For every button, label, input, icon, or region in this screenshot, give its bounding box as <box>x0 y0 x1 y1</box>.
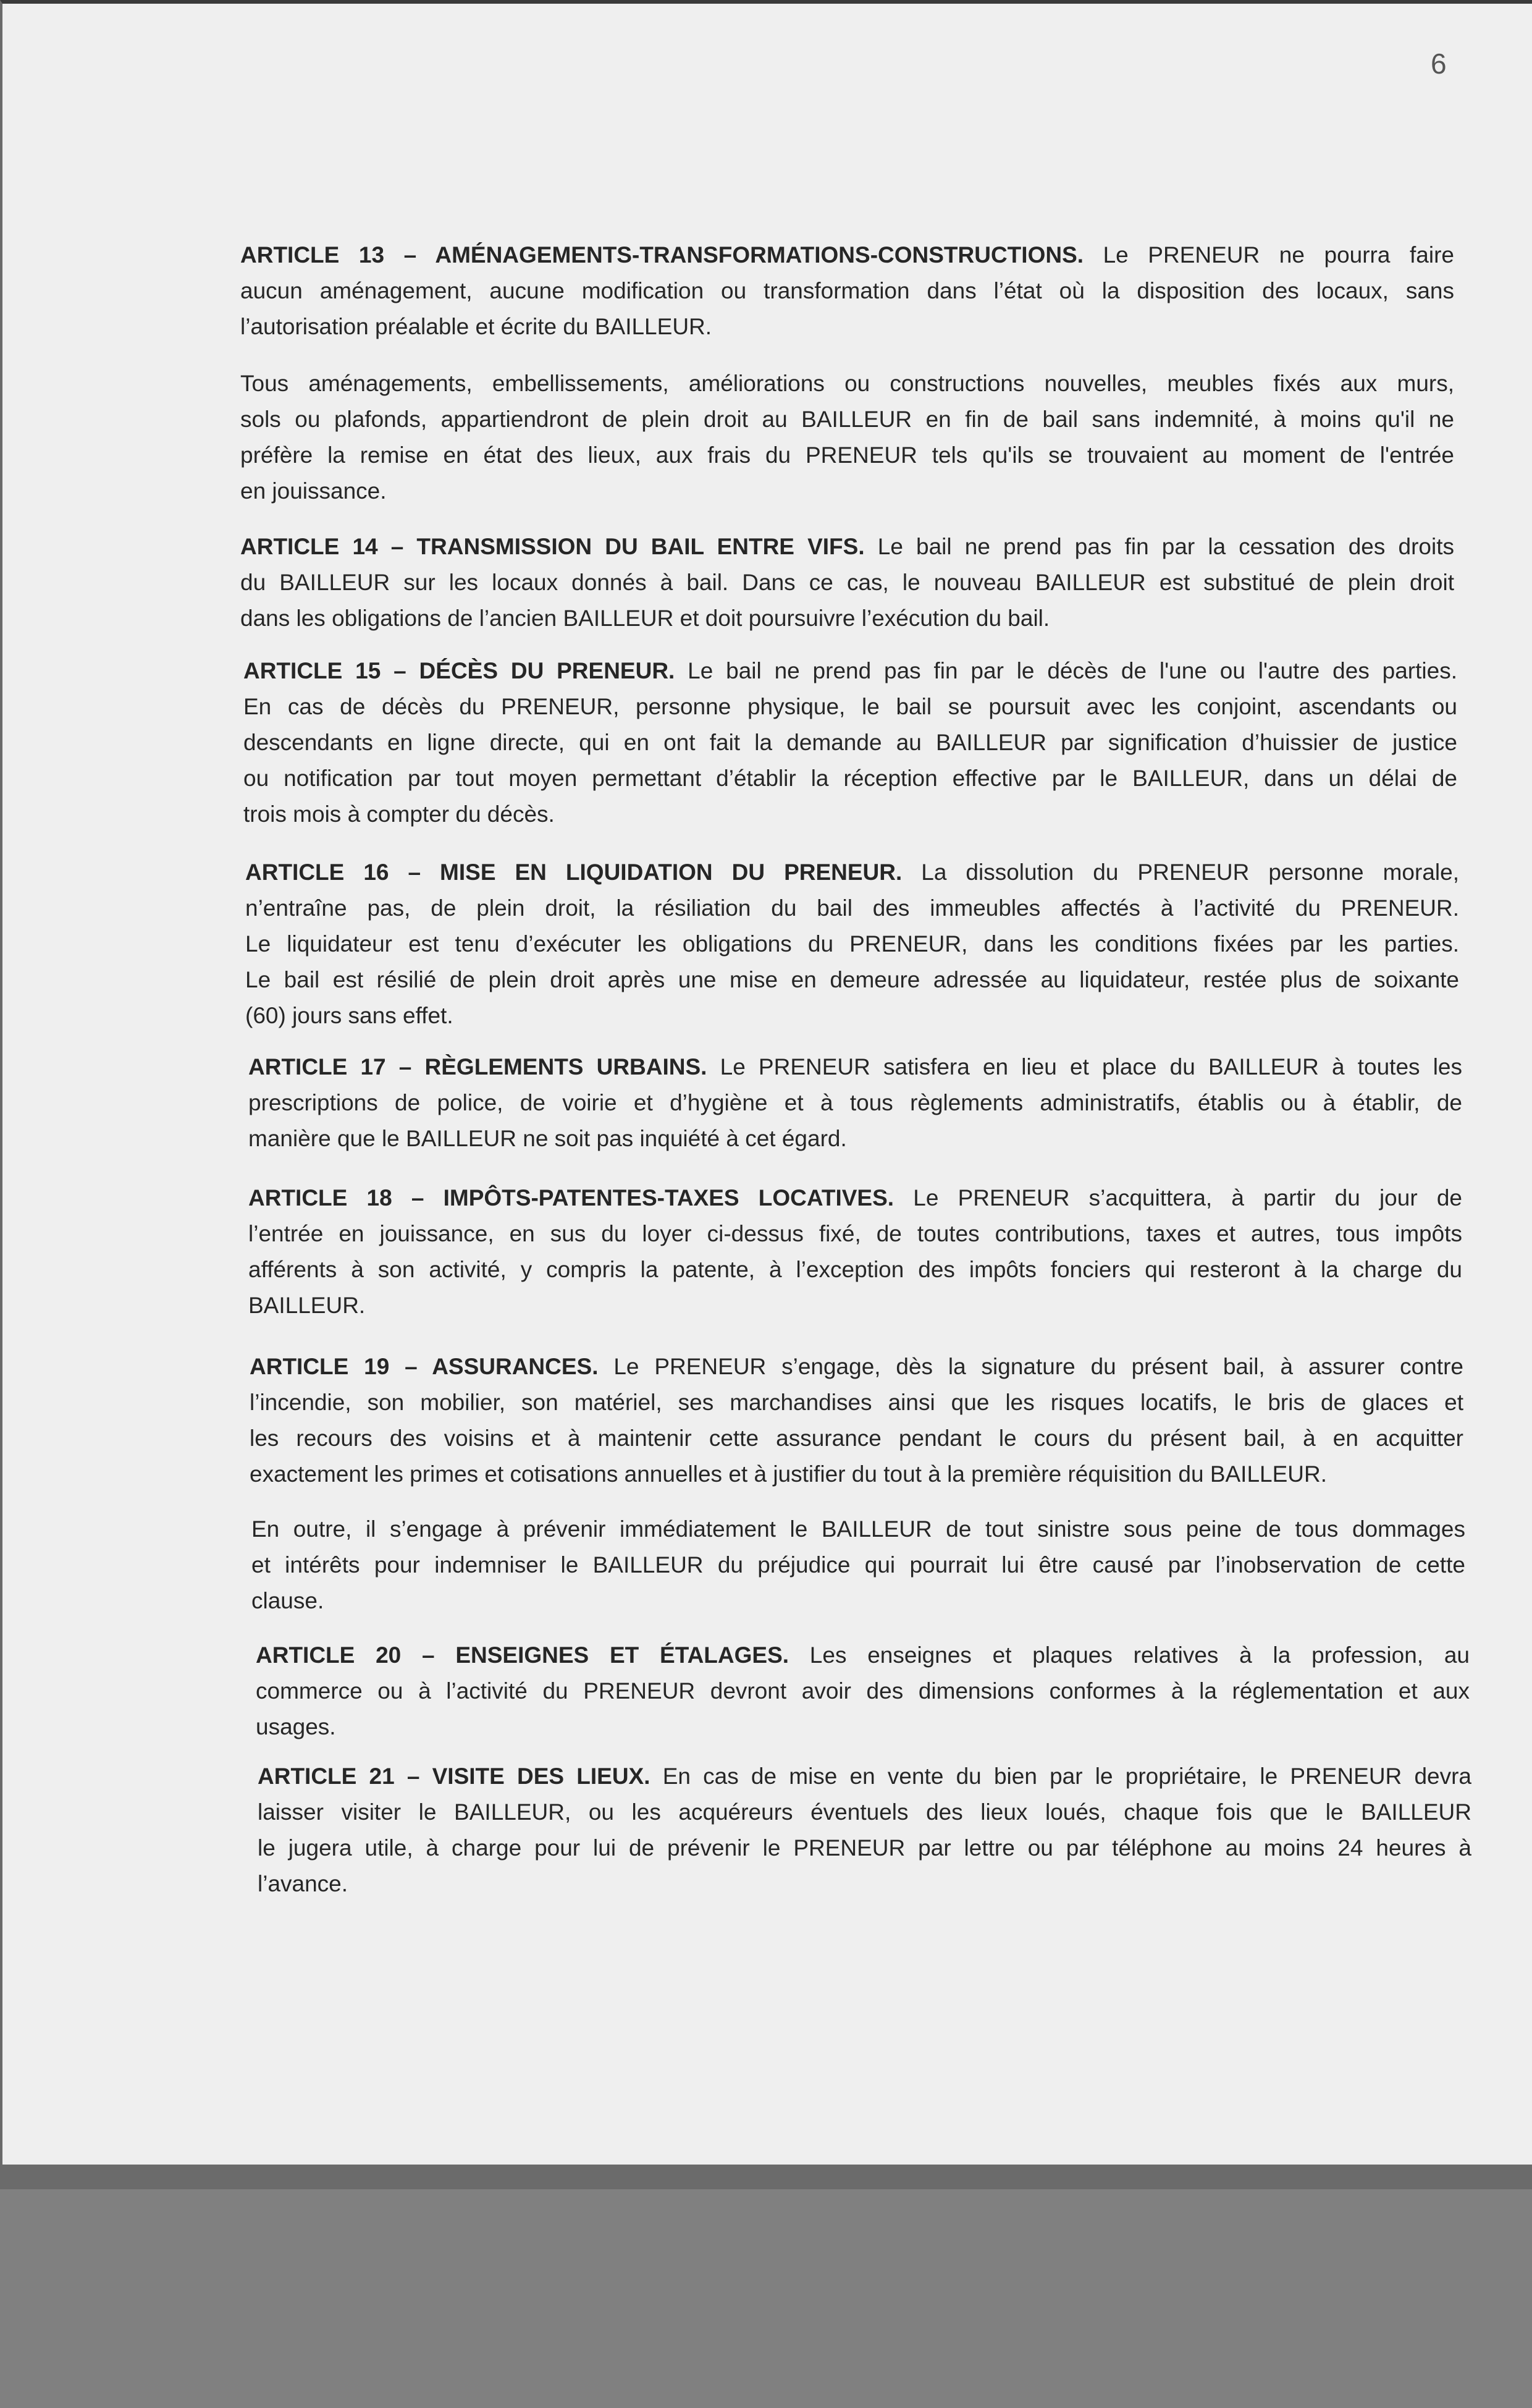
text-line <box>251 1547 1465 1583</box>
article-text: et intérêts pour indemniser le BAILLEUR du préjudice qui pourrait lui être causé par l’inobservation de cette <box>251 1552 1465 1578</box>
text-line <box>258 1830 1471 1866</box>
text-line <box>243 653 1457 689</box>
article-text: Tous aménagements, embellissements, améliorations ou constructions nouvelles, meubles fixés aux murs, <box>240 371 1454 396</box>
scan-edge <box>0 2165 1532 2189</box>
article-heading: ARTICLE 20 – ENSEIGNES ET ÉTALAGES. <box>256 1642 789 1668</box>
article-text: En outre, il s’engage à prévenir immédiatement le BAILLEUR de tout sinistre sous peine de tous dommages <box>251 1516 1465 1542</box>
article-text: Le PRENEUR satisfera en lieu et place du BAILLEUR à toutes les <box>707 1054 1462 1079</box>
article-5 <box>248 1049 1462 1157</box>
article-text: l’avance. <box>258 1871 348 1896</box>
article-heading: ARTICLE 16 – MISE EN LIQUIDATION DU PRENEUR. <box>245 860 903 885</box>
article-9 <box>256 1637 1470 1745</box>
text-line <box>240 273 1454 309</box>
article-text: En cas de décès du PRENEUR, personne physique, le bail se poursuit avec les conjoint, ascendants ou <box>243 694 1457 719</box>
page-number: 6 <box>1431 48 1447 80</box>
text-line <box>245 926 1459 962</box>
text-line <box>240 366 1454 402</box>
article-heading: ARTICLE 17 – RÈGLEMENTS URBAINS. <box>248 1054 707 1079</box>
text-line <box>256 1709 1470 1745</box>
text-line <box>251 1511 1465 1547</box>
text-line <box>248 1216 1462 1252</box>
article-text: dans les obligations de l’ancien BAILLEUR et doit poursuivre l’exécution du bail. <box>240 606 1050 631</box>
article-text: Le bail ne prend pas fin par la cessation des droits <box>864 534 1454 559</box>
article-text: descendants en ligne directe, qui en ont fait la demande au BAILLEUR par signification d’huissier de justice <box>243 730 1457 755</box>
article-heading: ARTICLE 19 – ASSURANCES. <box>250 1354 599 1379</box>
article-text: l’entrée en jouissance, en sus du loyer ci-dessus fixé, de toutes contributions, taxes et autres, tous impôts <box>248 1221 1462 1246</box>
article-text: n’entraîne pas, de plein droit, la résiliation du bail des immeubles affectés à l’activité du PRENEUR. <box>245 895 1459 921</box>
text-line <box>248 1121 1462 1157</box>
article-text: BAILLEUR. <box>248 1293 366 1318</box>
text-line <box>248 1085 1462 1121</box>
article-text: du BAILLEUR sur les locaux donnés à bail. Dans ce cas, le nouveau BAILLEUR est substitué de plein droit <box>240 570 1454 595</box>
article-text: sols ou plafonds, appartiendront de plein droit au BAILLEUR en fin de bail sans indemnité, à moins qu'il ne <box>240 407 1454 432</box>
article-text: Le PRENEUR s’acquittera, à partir du jour de <box>894 1185 1463 1210</box>
article-text: préfère la remise en état des lieux, aux frais du PRENEUR tels qu'ils se trouvaient au moment de l'entrée <box>240 442 1454 468</box>
article-text: La dissolution du PRENEUR personne morale, <box>902 860 1459 885</box>
text-line <box>250 1421 1463 1456</box>
text-line <box>258 1759 1471 1794</box>
article-text: Le PRENEUR ne pourra faire <box>1084 242 1454 268</box>
article-text: (60) jours sans effet. <box>245 1003 453 1028</box>
text-line <box>248 1049 1462 1085</box>
article-text: trois mois à compter du décès. <box>243 801 555 827</box>
article-0 <box>240 237 1454 345</box>
text-line <box>245 998 1459 1034</box>
text-line <box>245 890 1459 926</box>
text-line <box>240 473 1454 509</box>
text-line <box>240 237 1454 273</box>
article-text: ou notification par tout moyen permettant d’établir la réception effective par le BAILLEUR, dans un délai de <box>243 766 1457 791</box>
article-text: afférents à son activité, y compris la patente, à l’exception des impôts fonciers qui resteront à la charge du <box>248 1257 1462 1282</box>
article-text: prescriptions de police, de voirie et d’hygiène et à tous règlements administratifs, établis ou à établir, de <box>248 1090 1462 1115</box>
text-line <box>250 1349 1463 1385</box>
text-line <box>240 402 1454 437</box>
article-heading: ARTICLE 15 – DÉCÈS DU PRENEUR. <box>243 658 675 683</box>
text-line <box>240 565 1454 601</box>
text-line <box>240 529 1454 565</box>
article-text: Le bail ne prend pas fin par le décès de l'une ou l'autre des parties. <box>675 658 1457 683</box>
article-text: aucun aménagement, aucune modification ou transformation dans l’état où la disposition des locaux, sans <box>240 278 1454 303</box>
text-line <box>248 1252 1462 1288</box>
article-text: En cas de mise en vente du bien par le propriétaire, le PRENEUR devra <box>650 1764 1472 1789</box>
article-6 <box>248 1180 1462 1324</box>
text-line <box>245 962 1459 998</box>
text-line <box>243 796 1457 832</box>
article-heading: ARTICLE 13 – AMÉNAGEMENTS-TRANSFORMATIONS-CONSTRUCTIONS. <box>240 242 1084 268</box>
article-text: Le bail est résilié de plein droit après une mise en demeure adressée au liquidateur, restée plus de soixante <box>245 967 1459 992</box>
text-line <box>248 1180 1462 1216</box>
text-line <box>243 689 1457 725</box>
article-text: Les enseignes et plaques relatives à la profession, au <box>789 1642 1470 1668</box>
article-text: usages. <box>256 1714 336 1739</box>
text-line <box>248 1288 1462 1324</box>
article-text: Le liquidateur est tenu d’exécuter les obligations du PRENEUR, dans les conditions fixées par les parties. <box>245 931 1459 957</box>
article-text: laisser visiter le BAILLEUR, ou les acquéreurs éventuels des lieux loués, chaque fois que le BAILLEUR <box>258 1799 1471 1825</box>
article-text: commerce ou à l’activité du PRENEUR devront avoir des dimensions conformes à la réglementation et aux <box>256 1678 1470 1704</box>
text-line <box>240 437 1454 473</box>
article-10 <box>258 1759 1471 1902</box>
article-text: l’autorisation préalable et écrite du BAILLEUR. <box>240 314 712 339</box>
article-text: les recours des voisins et à maintenir cette assurance pendant le cours du présent bail, à en acquitter <box>250 1426 1463 1451</box>
text-line <box>258 1794 1471 1830</box>
text-line <box>251 1583 1465 1619</box>
paragraph <box>240 366 1454 509</box>
text-line <box>245 855 1459 890</box>
text-line <box>250 1385 1463 1421</box>
text-line <box>258 1866 1471 1902</box>
article-3 <box>243 653 1457 832</box>
article-text: le jugera utile, à charge pour lui de prévenir le PRENEUR par lettre ou par téléphone au moins 24 heures à <box>258 1835 1471 1861</box>
paragraph <box>251 1511 1465 1619</box>
article-text: clause. <box>251 1588 324 1613</box>
text-line <box>240 601 1454 636</box>
article-heading: ARTICLE 14 – TRANSMISSION DU BAIL ENTRE VIFS. <box>240 534 865 559</box>
text-line <box>256 1637 1470 1673</box>
article-text: Le PRENEUR s’engage, dès la signature du présent bail, à assurer contre <box>598 1354 1463 1379</box>
article-4 <box>245 855 1459 1034</box>
article-heading: ARTICLE 18 – IMPÔTS-PATENTES-TAXES LOCATIVES. <box>248 1185 894 1210</box>
article-heading: ARTICLE 21 – VISITE DES LIEUX. <box>258 1764 650 1789</box>
article-text: en jouissance. <box>240 478 387 504</box>
article-text: l’incendie, son mobilier, son matériel, ses marchandises ainsi que les risques locatifs, le bris de glaces et <box>250 1390 1463 1415</box>
article-7 <box>250 1349 1463 1492</box>
text-line <box>243 761 1457 796</box>
text-line <box>250 1456 1463 1492</box>
article-2 <box>240 529 1454 636</box>
article-text: manière que le BAILLEUR ne soit pas inquiété à cet égard. <box>248 1126 847 1151</box>
text-line <box>240 309 1454 345</box>
text-line <box>256 1673 1470 1709</box>
article-text: exactement les primes et cotisations annuelles et à justifier du tout à la première réquisition du BAILLEUR. <box>250 1461 1328 1487</box>
text-line <box>243 725 1457 761</box>
